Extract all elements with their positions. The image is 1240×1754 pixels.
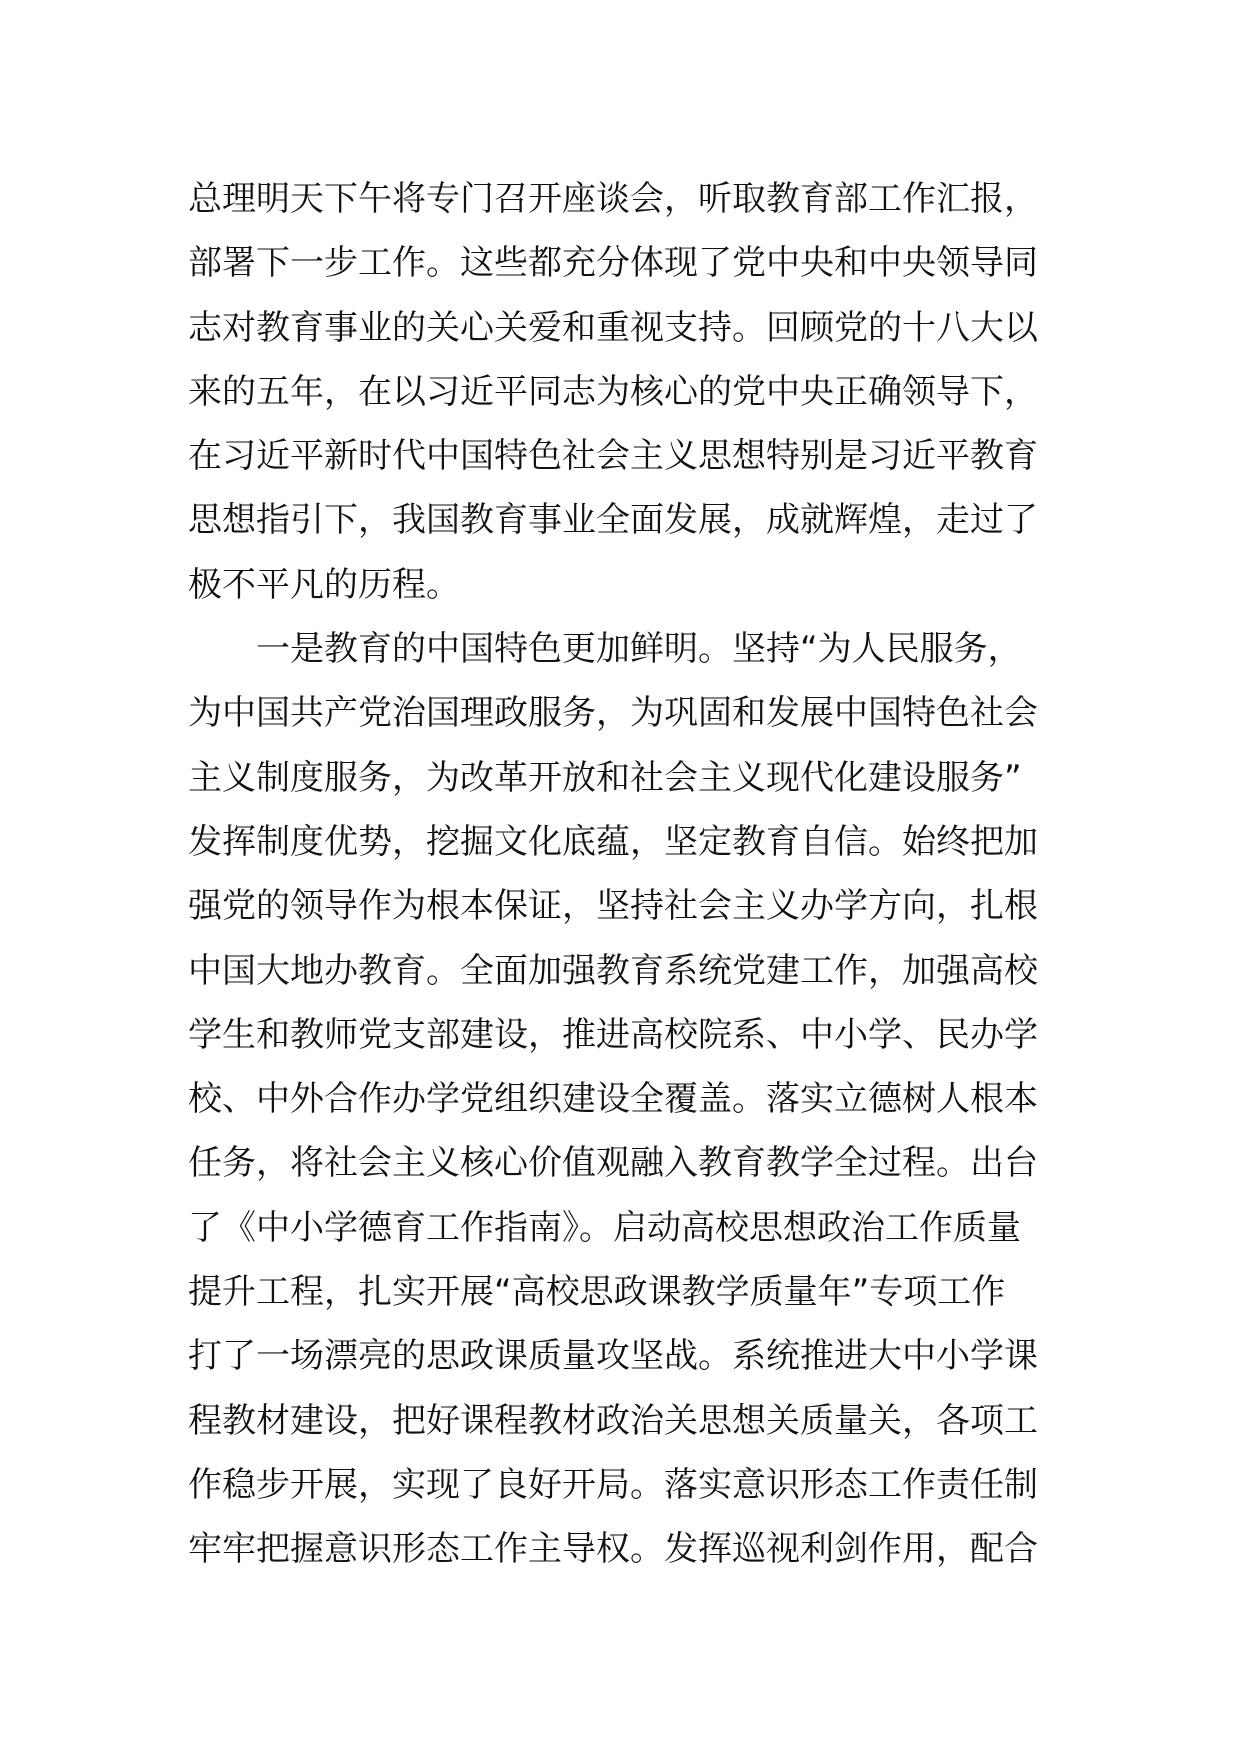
- text-line: 校、中外合作办学党组织建设全覆盖。落实立德树人根本: [188, 1079, 1038, 1120]
- text-line: 极不平凡的历程。: [188, 564, 460, 605]
- text-line: 提升工程，扎实开展“高校思政课教学质量年”专项工作: [188, 1272, 1006, 1313]
- text-line: 打了一场漂亮的思政课质量攻坚战。系统推进大中小学课: [188, 1336, 1038, 1377]
- text-line: 任务，将社会主义核心价值观融入教育教学全过程。出台: [188, 1143, 1038, 1184]
- text-line: 程教材建设，把好课程教材政治关思想关质量关，各项工: [188, 1400, 1038, 1441]
- text-line: 强党的领导作为根本保证，坚持社会主义办学方向，扎根: [188, 886, 1038, 927]
- text-line: 部署下一步工作。这些都充分体现了党中央和中央领导同: [188, 243, 1038, 284]
- text-line: 在习近平新时代中国特色社会主义思想特别是习近平教育: [188, 436, 1038, 477]
- text-line: 中国大地办教育。全面加强教育系统党建工作，加强高校: [188, 950, 1038, 991]
- text-line: 主义制度服务，为改革开放和社会主义现代化建设服务”: [188, 757, 1022, 798]
- text-line: 志对教育事业的关心关爱和重视支持。回顾党的十八大以: [188, 307, 1038, 348]
- text-line: 思想指引下，我国教育事业全面发展，成就辉煌，走过了: [188, 500, 1038, 541]
- text-line: 作稳步开展，实现了良好开局。落实意识形态工作责任制: [188, 1464, 1038, 1505]
- text-line: 为中国共产党治国理政服务，为巩固和发展中国特色社会: [188, 693, 1038, 734]
- paragraph-start-line: 一是教育的中国特色更加鲜明。坚持“为人民服务，: [256, 629, 1022, 670]
- text-line: 学生和教师党支部建设，推进高校院系、中小学、民办学: [188, 1014, 1038, 1055]
- body-text: [188, 167, 1068, 1582]
- text-line: 牢牢把握意识形态工作主导权。发挥巡视利剑作用，配合: [188, 1529, 1038, 1570]
- text-line: 来的五年，在以习近平同志为核心的党中央正确领导下，: [188, 371, 1038, 412]
- text-line: 总理明天下午将专门召开座谈会，听取教育部工作汇报，: [188, 179, 1038, 219]
- text-line: 发挥制度优势，挖掘文化底蕴，坚定教育自信。始终把加: [188, 821, 1038, 862]
- text-line: 了《中小学德育工作指南》。启动高校思想政治工作质量: [188, 1207, 1021, 1248]
